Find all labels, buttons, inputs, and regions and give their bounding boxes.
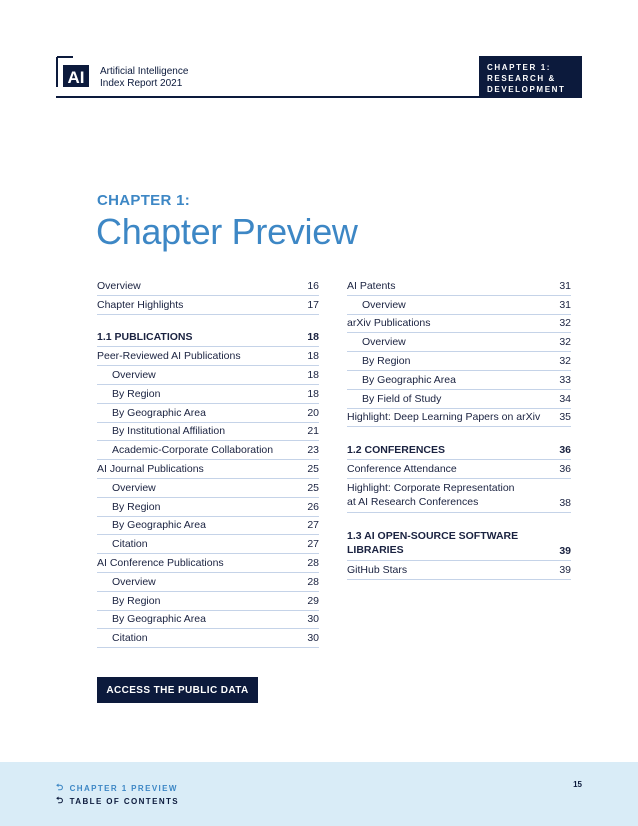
- toc-entry-label: By Geographic Area: [112, 406, 206, 419]
- toc-entry-label: Chapter Highlights: [97, 298, 184, 311]
- access-public-data-button[interactable]: ACCESS THE PUBLIC DATA: [97, 677, 258, 703]
- return-arrow-icon: ⮌: [56, 795, 65, 805]
- toc-entry-label: Overview: [97, 279, 141, 292]
- toc-entry-label: By Region: [112, 594, 161, 607]
- toc-entry[interactable]: [347, 479, 571, 513]
- toc-entry-label: Conference Attendance: [347, 462, 457, 475]
- toc-entry[interactable]: [97, 629, 319, 648]
- toc-entry-page: 30: [307, 613, 319, 626]
- toc-entry-page: 18: [307, 331, 319, 344]
- table-of-contents-link[interactable]: [56, 793, 179, 809]
- svg-text:AI: AI: [67, 68, 85, 87]
- toc-entry-label: By Region: [112, 387, 161, 400]
- toc-entry-page: 28: [307, 556, 319, 569]
- toc-entry-page: 21: [307, 425, 319, 438]
- toc-entry-page: 32: [559, 336, 571, 349]
- toc-entry-label: Overview: [362, 336, 406, 349]
- toc-entry-label: Highlight: Deep Learning Papers on arXiv: [347, 411, 541, 424]
- toc-entry-label: Peer-Reviewed AI Publications: [97, 350, 241, 363]
- toc-entry-label: Overview: [112, 481, 156, 494]
- toc-entry-label: Highlight: Corporate Representation at AI Research Conferences: [347, 481, 515, 508]
- toc-entry-page: 38: [559, 496, 571, 509]
- toc-entry-page: 18: [307, 387, 319, 400]
- page-title: Chapter Preview: [96, 211, 358, 252]
- toc-entry-label: Academic-Corporate Collaboration: [112, 444, 274, 457]
- toc-entry-page: 36: [559, 444, 571, 457]
- toc-entry-page: 39: [559, 563, 571, 576]
- toc-entry-label: By Institutional Affiliation: [112, 425, 226, 438]
- toc-left-column: [97, 277, 319, 648]
- toc-entry[interactable]: [347, 561, 571, 580]
- chapter-preview-link-label: CHAPTER 1 PREVIEW: [69, 783, 178, 793]
- toc-entry[interactable]: [347, 277, 571, 296]
- toc-entry[interactable]: [97, 347, 319, 366]
- toc-entry-page: 30: [307, 632, 319, 645]
- toc-entry[interactable]: [97, 554, 319, 573]
- toc-entry-label: Citation: [112, 632, 148, 645]
- report-title: [100, 66, 188, 90]
- toc-entry-page: 34: [559, 392, 571, 405]
- toc-entry[interactable]: [97, 366, 319, 385]
- toc-entry[interactable]: [97, 479, 319, 498]
- toc-entry-page: 35: [559, 411, 571, 424]
- toc-entry[interactable]: [97, 592, 319, 611]
- toc-entry-page: 31: [559, 279, 571, 292]
- toc-entry-label: Overview: [362, 298, 406, 311]
- chapter-tag[interactable]: [479, 56, 582, 98]
- chapter-tag-line1: CHAPTER 1:: [487, 63, 552, 72]
- toc-entry[interactable]: [97, 423, 319, 442]
- chapter-tag-line3: DEVELOPMENT: [487, 85, 566, 94]
- report-title-line1: Artificial Intelligence: [100, 66, 189, 77]
- toc-entry-page: 36: [559, 462, 571, 475]
- toc-entry-page: 25: [307, 481, 319, 494]
- toc-entry[interactable]: [347, 441, 571, 460]
- toc-entry[interactable]: [347, 460, 571, 479]
- toc-entry-label: Overview: [112, 368, 156, 381]
- toc-entry[interactable]: [347, 296, 571, 315]
- toc-entry-page: 26: [307, 500, 319, 513]
- page-number: 15: [573, 780, 582, 789]
- toc-entry-page: 32: [559, 317, 571, 330]
- toc-entry[interactable]: [97, 573, 319, 592]
- toc-entry-label: Overview: [112, 575, 156, 588]
- toc-entry-label: Citation: [112, 538, 148, 551]
- toc-entry-page: 20: [307, 406, 319, 419]
- toc-entry[interactable]: [97, 441, 319, 460]
- toc-entry-page: 28: [307, 575, 319, 588]
- chapter-tag-line2: RESEARCH &: [487, 74, 556, 83]
- toc-entry[interactable]: [347, 527, 571, 561]
- toc-entry-page: 27: [307, 519, 319, 532]
- toc-entry-page: 17: [307, 298, 319, 311]
- toc-entry-label: arXiv Publications: [347, 317, 431, 330]
- toc-entry-page: 18: [307, 368, 319, 381]
- toc-entry-page: 33: [559, 373, 571, 386]
- toc-entry[interactable]: [347, 315, 571, 334]
- toc-entry-label: By Geographic Area: [112, 519, 206, 532]
- toc-entry-label: By Field of Study: [362, 392, 442, 405]
- ai-index-logo-icon: [56, 56, 90, 88]
- toc-entry-page: 25: [307, 462, 319, 475]
- toc-entry[interactable]: [97, 498, 319, 517]
- toc-entry-page: 39: [559, 544, 571, 557]
- toc-entry[interactable]: [347, 409, 571, 428]
- toc-entry[interactable]: [97, 517, 319, 536]
- report-title-line2: Index Report 2021: [100, 78, 183, 89]
- toc-entry-label: By Geographic Area: [112, 613, 206, 626]
- toc-entry-label: GitHub Stars: [347, 563, 408, 576]
- toc-entry[interactable]: [97, 611, 319, 630]
- chapter-label: CHAPTER 1:: [97, 192, 191, 209]
- toc-entry-page: 32: [559, 354, 571, 367]
- toc-entry[interactable]: [97, 296, 319, 315]
- toc-entry-page: 18: [307, 350, 319, 363]
- toc-entry-label: 1.3 AI OPEN-SOURCE SOFTWARE LIBRARIES: [347, 529, 519, 556]
- toc-entry[interactable]: [347, 333, 571, 352]
- toc-entry[interactable]: [97, 535, 319, 554]
- toc-entry-label: AI Journal Publications: [97, 462, 204, 475]
- toc-entry[interactable]: [97, 404, 319, 423]
- toc-entry[interactable]: [97, 385, 319, 404]
- toc-entry-page: 29: [307, 594, 319, 607]
- toc-entry[interactable]: [347, 390, 571, 409]
- toc-entry[interactable]: [97, 277, 319, 296]
- toc-entry[interactable]: [347, 352, 571, 371]
- toc-entry-label: By Region: [112, 500, 161, 513]
- toc-entry-label: AI Patents: [347, 279, 396, 292]
- toc-entry-label: By Geographic Area: [362, 373, 456, 386]
- toc-entry-page: 31: [559, 298, 571, 311]
- toc-entry[interactable]: [347, 371, 571, 390]
- toc-entry-label: 1.1 PUBLICATIONS: [97, 331, 193, 344]
- toc-entry-label: 1.2 CONFERENCES: [347, 444, 446, 457]
- toc-entry-label: AI Conference Publications: [97, 556, 224, 569]
- table-of-contents-link-label: TABLE OF CONTENTS: [69, 796, 180, 806]
- toc-entry-label: By Region: [362, 354, 411, 367]
- toc-entry-page: 16: [307, 279, 319, 292]
- toc-entry-page: 27: [307, 538, 319, 551]
- toc-entry[interactable]: [97, 329, 319, 348]
- return-arrow-icon: ⮌: [56, 782, 65, 792]
- toc-entry-page: 23: [307, 444, 319, 457]
- toc-right-column: [347, 277, 571, 580]
- toc-entry[interactable]: [97, 460, 319, 479]
